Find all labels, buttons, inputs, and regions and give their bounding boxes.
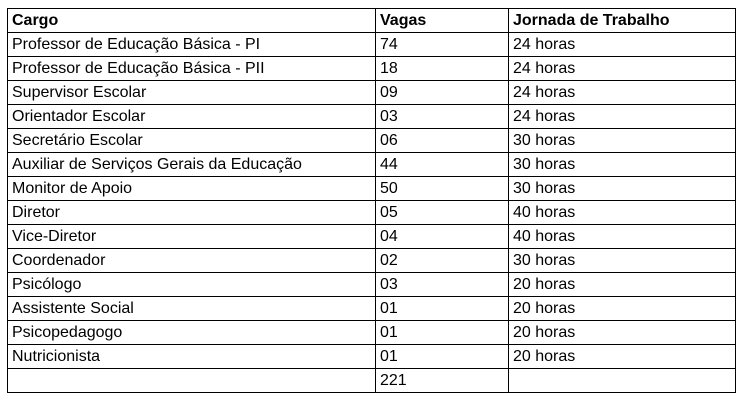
table-row (8, 225, 736, 249)
jornada-cell: 30 horas (509, 153, 736, 177)
jornada-cell: 40 horas (509, 201, 736, 225)
vagas-cell: 02 (376, 249, 509, 273)
cargo-cell: Professor de Educação Básica - PI (8, 33, 376, 57)
total-vagas-cell: 221 (376, 369, 509, 393)
cargo-cell: Coordenador (8, 249, 376, 273)
vagas-cell: 50 (376, 177, 509, 201)
table-row (8, 105, 736, 129)
vagas-cell: 09 (376, 81, 509, 105)
jornada-cell: 20 horas (509, 297, 736, 321)
vagas-cell: 04 (376, 225, 509, 249)
table-row (8, 177, 736, 201)
vagas-cell: 44 (376, 153, 509, 177)
cargo-cell: Secretário Escolar (8, 129, 376, 153)
cargo-cell: Vice-Diretor (8, 225, 376, 249)
table-row (8, 273, 736, 297)
jornada-cell: 30 horas (509, 249, 736, 273)
total-cargo-cell (8, 369, 376, 393)
header-cargo: Cargo (8, 9, 376, 33)
jornada-cell: 24 horas (509, 57, 736, 81)
table-header-row (8, 9, 736, 33)
vagas-cell: 01 (376, 345, 509, 369)
table-row (8, 345, 736, 369)
jornada-cell: 40 horas (509, 225, 736, 249)
table-row (8, 57, 736, 81)
vagas-cell: 03 (376, 273, 509, 297)
vagas-cell: 74 (376, 33, 509, 57)
vagas-cell: 01 (376, 321, 509, 345)
vagas-cell: 05 (376, 201, 509, 225)
vagas-cell: 03 (376, 105, 509, 129)
jornada-cell: 24 horas (509, 33, 736, 57)
jornada-cell: 24 horas (509, 105, 736, 129)
cargo-cell: Psicólogo (8, 273, 376, 297)
cargo-cell: Orientador Escolar (8, 105, 376, 129)
cargo-cell: Nutricionista (8, 345, 376, 369)
table-row (8, 201, 736, 225)
cargo-cell: Professor de Educação Básica - PII (8, 57, 376, 81)
jornada-cell: 30 horas (509, 177, 736, 201)
jornada-cell: 20 horas (509, 273, 736, 297)
total-jornada-cell (509, 369, 736, 393)
cargo-cell: Psicopedagogo (8, 321, 376, 345)
jornada-cell: 30 horas (509, 129, 736, 153)
table-row (8, 153, 736, 177)
cargo-cell: Assistente Social (8, 297, 376, 321)
table-row (8, 33, 736, 57)
header-jornada: Jornada de Trabalho (509, 9, 736, 33)
cargo-cell: Monitor de Apoio (8, 177, 376, 201)
cargo-cell: Auxiliar de Serviços Gerais da Educação (8, 153, 376, 177)
vagas-cell: 18 (376, 57, 509, 81)
cargo-cell: Diretor (8, 201, 376, 225)
table-row (8, 321, 736, 345)
table-body (8, 33, 736, 369)
vacancies-table (7, 8, 736, 393)
jornada-cell: 20 horas (509, 345, 736, 369)
header-vagas: Vagas (376, 9, 509, 33)
vagas-cell: 06 (376, 129, 509, 153)
table-row (8, 297, 736, 321)
vagas-cell: 01 (376, 297, 509, 321)
table-row (8, 81, 736, 105)
table-row (8, 249, 736, 273)
jornada-cell: 24 horas (509, 81, 736, 105)
table-row (8, 129, 736, 153)
total-row (8, 369, 736, 393)
jornada-cell: 20 horas (509, 321, 736, 345)
cargo-cell: Supervisor Escolar (8, 81, 376, 105)
